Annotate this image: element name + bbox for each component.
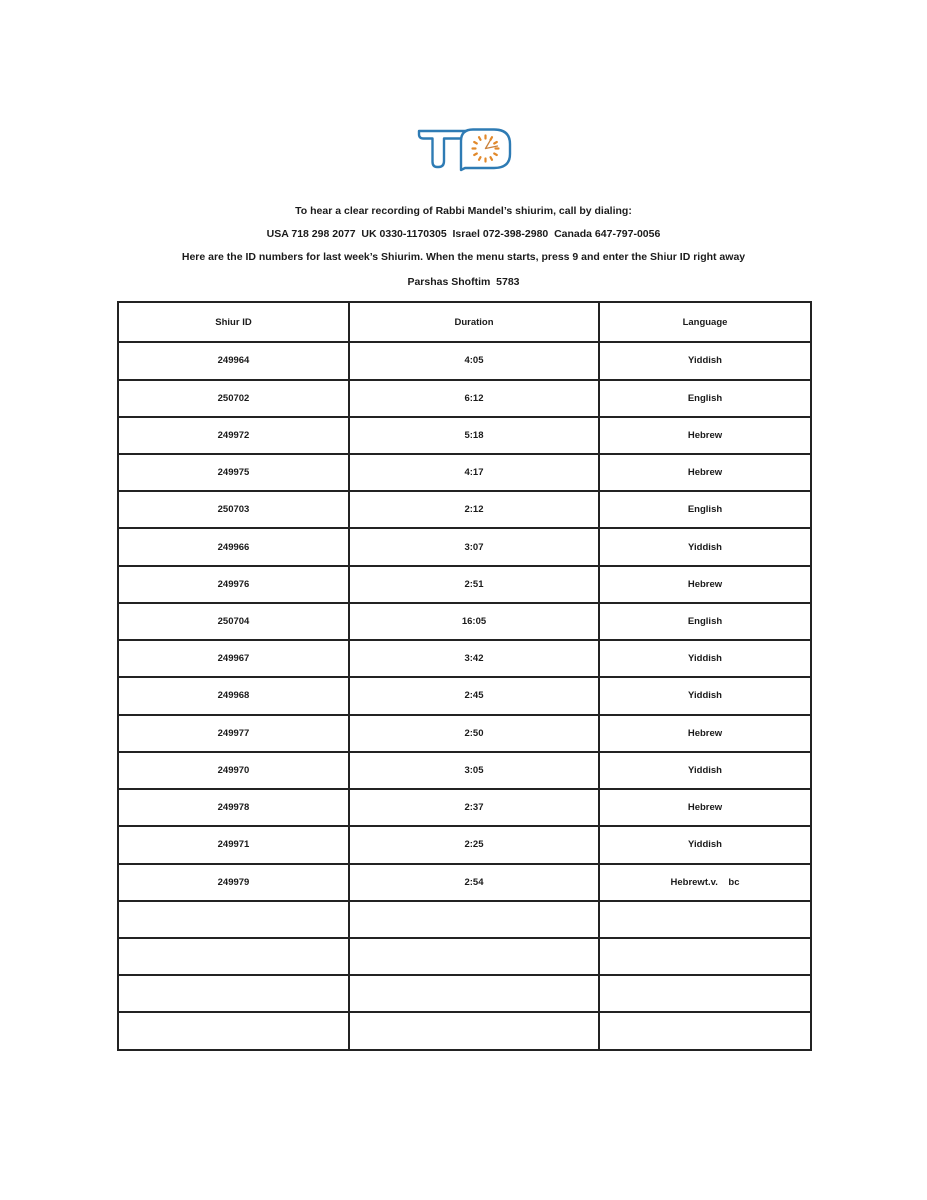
table-cell: 16:05 [349,603,599,640]
table-cell: 3:07 [349,528,599,565]
table-cell: 249978 [118,789,349,826]
table-cell: 249964 [118,342,349,379]
table-cell: 2:54 [349,864,599,901]
tc-clock-logo [414,126,514,174]
table-cell: 249971 [118,826,349,863]
table-cell: 4:05 [349,342,599,379]
table-cell: 249968 [118,677,349,714]
table-cell: 2:50 [349,715,599,752]
parsha-title: Parshas Shoftim 5783 [407,276,520,288]
table-cell: 4:17 [349,454,599,491]
table-cell [599,938,811,975]
table-cell [118,901,349,938]
tc-clock-logo-graphic [414,126,514,174]
table-cell: Yiddish [599,640,811,677]
table-cell: 5:18 [349,417,599,454]
table-cell: 249970 [118,752,349,789]
table-cell: Yiddish [599,528,811,565]
table-row [118,342,811,379]
table-cell: 3:42 [349,640,599,677]
table-cell: 3:05 [349,752,599,789]
table-cell: 250703 [118,491,349,528]
table-cell: 6:12 [349,380,599,417]
table-row [118,566,811,603]
table-cell: 2:51 [349,566,599,603]
table-cell: English [599,491,811,528]
table-cell: 2:37 [349,789,599,826]
table-row-empty [118,1012,811,1050]
table-cell: Yiddish [599,677,811,714]
shiur-table [117,301,812,1051]
table-cell [118,938,349,975]
table-cell [599,975,811,1012]
table-cell: 249966 [118,528,349,565]
column-header-language: Language [599,302,811,342]
table-cell: Hebrew [599,454,811,491]
table-cell: 249976 [118,566,349,603]
table-cell: 249975 [118,454,349,491]
table-cell: 249979 [118,864,349,901]
table-cell: Hebrewt.v. bc [599,864,811,901]
table-cell: 2:12 [349,491,599,528]
table-cell: Hebrew [599,715,811,752]
table-cell [349,938,599,975]
table-row [118,603,811,640]
table-cell: English [599,603,811,640]
table-cell: Hebrew [599,566,811,603]
table-cell [349,975,599,1012]
table-cell: 250702 [118,380,349,417]
table-cell [118,975,349,1012]
table-cell: 249972 [118,417,349,454]
table-cell: Hebrew [599,417,811,454]
table-cell: Yiddish [599,826,811,863]
table-cell [118,1012,349,1050]
table-cell: 249967 [118,640,349,677]
table-cell: Yiddish [599,752,811,789]
table-row [118,826,811,863]
table-row [118,417,811,454]
table-cell [599,901,811,938]
call-instruction-text: To hear a clear recording of Rabbi Mandel’s shiurim, call by dialing: [295,205,632,217]
table-row [118,454,811,491]
table-row [118,491,811,528]
table-cell: English [599,380,811,417]
phone-numbers-text: USA 718 298 2077 UK 0330-1170305 Israel 072-398-2980 Canada 647-797-0056 [266,228,661,240]
table-row [118,864,811,901]
table-row [118,640,811,677]
table-row [118,789,811,826]
table-cell: Hebrew [599,789,811,826]
shiur-id-instruction-text: Here are the ID numbers for last week’s Shiurim. When the menu starts, press 9 and enter the Shiur ID right away [181,251,746,263]
table-cell: 2:25 [349,826,599,863]
table-row-empty [118,975,811,1012]
table-row [118,380,811,417]
table-row [118,752,811,789]
table-row-empty [118,938,811,975]
table-cell: 2:45 [349,677,599,714]
table-row [118,715,811,752]
table-cell [599,1012,811,1050]
table-header-row [118,302,811,342]
column-header-shiur-id: Shiur ID [118,302,349,342]
table-cell: Yiddish [599,342,811,379]
table-cell [349,1012,599,1050]
table-cell [349,901,599,938]
table-cell: 250704 [118,603,349,640]
column-header-duration: Duration [349,302,599,342]
table-row [118,528,811,565]
shiur-table-container [117,301,812,1051]
table-row-empty [118,901,811,938]
table-row [118,677,811,714]
table-cell: 249977 [118,715,349,752]
